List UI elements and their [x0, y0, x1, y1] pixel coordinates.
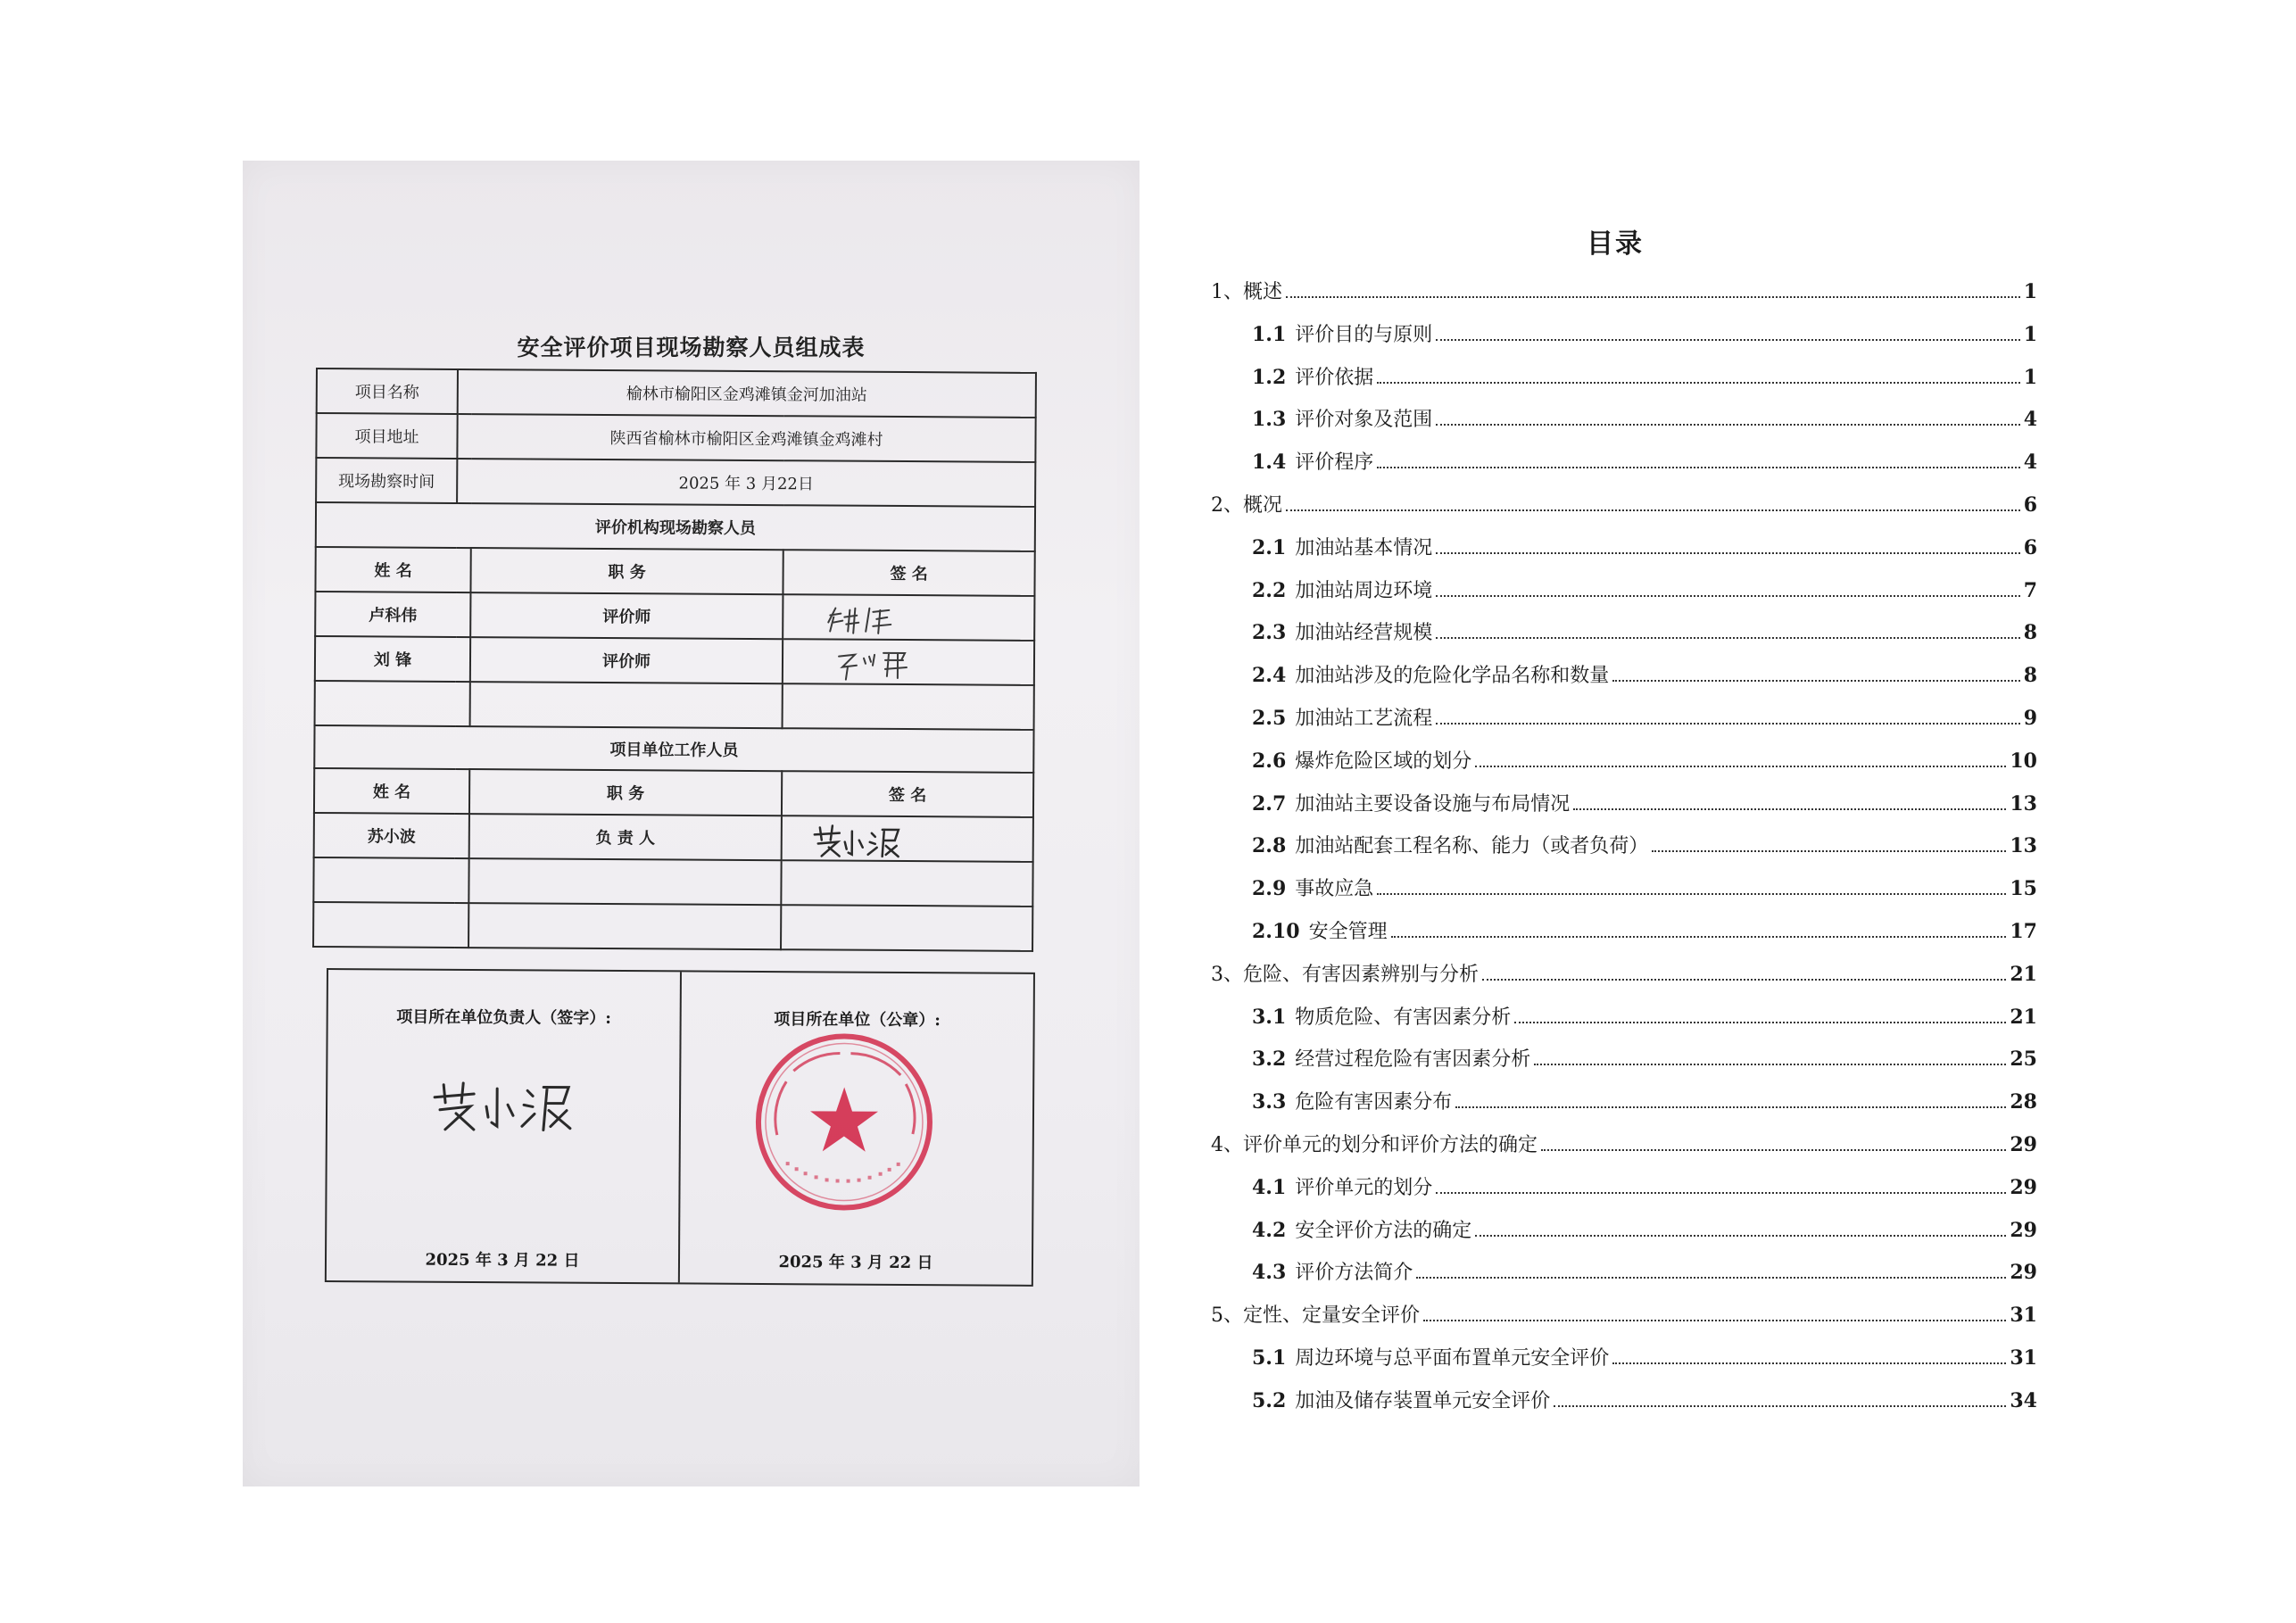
- toc-entry-number: 5、: [1211, 1304, 1243, 1327]
- toc-entry-title: 评价目的与原则: [1295, 324, 1433, 346]
- toc-entry-page: 15: [2010, 877, 2037, 900]
- toc-entry-title: 事故应急: [1295, 878, 1374, 900]
- toc-entry-number: 1.4: [1252, 451, 1287, 474]
- toc-entry-page: 6: [2023, 536, 2037, 559]
- toc-entry-page: 8: [2023, 621, 2037, 644]
- toc-entry-page: 9: [2023, 707, 2037, 730]
- toc-entry[interactable]: [1252, 1004, 2037, 1031]
- toc-entry[interactable]: [1252, 449, 2037, 476]
- toc-leader-dots: [1514, 1006, 2006, 1023]
- toc-entry[interactable]: [1211, 492, 2037, 518]
- toc-leader-dots: [1377, 877, 2006, 895]
- responsible-signature-label: 项目所在单位负责人（签字）:: [396, 1007, 612, 1028]
- toc-entry-number: 5.2: [1252, 1389, 1287, 1412]
- toc-entry-number: 3.3: [1252, 1090, 1287, 1114]
- toc-entry[interactable]: [1252, 534, 2037, 561]
- survey-time-value: 2025 年 3 月22日: [457, 459, 1035, 507]
- toc-leader-dots: [1436, 1176, 2006, 1194]
- toc-leader-dots: [1416, 1261, 2006, 1279]
- toc-entry[interactable]: [1252, 918, 2037, 945]
- eval-person-role: 评价师: [470, 637, 783, 683]
- toc-entry[interactable]: [1252, 406, 2037, 433]
- toc-entry-page: 1: [2023, 280, 2037, 303]
- toc-leader-dots: [1534, 1047, 2006, 1065]
- toc-entry-page: 4: [2023, 408, 2037, 431]
- eval-person-name: 刘 锋: [315, 636, 470, 682]
- toc-entry-title: 加油站基本情况: [1295, 537, 1433, 559]
- toc-title: 目录: [1587, 228, 1644, 260]
- toc-entry-page: 29: [2010, 1261, 2037, 1284]
- eval-header-name: 姓 名: [315, 547, 470, 592]
- toc-leader-dots: [1377, 451, 2019, 468]
- toc-entry[interactable]: [1211, 278, 2037, 305]
- toc-entry-page: 34: [2010, 1389, 2037, 1412]
- toc-entry-page: 1: [2023, 323, 2037, 346]
- toc-entry-page: 31: [2010, 1304, 2037, 1327]
- toc-leader-dots: [1612, 664, 2019, 682]
- toc-entry-title: 爆炸危险区域的划分: [1295, 750, 1472, 773]
- toc-entry[interactable]: [1252, 705, 2037, 732]
- toc-leader-dots: [1436, 536, 2019, 554]
- toc-entry[interactable]: [1252, 875, 2037, 902]
- toc-entry-number: 4、: [1211, 1134, 1243, 1156]
- unit-section-title: 项目单位工作人员: [314, 725, 1033, 773]
- toc-entry[interactable]: [1211, 1131, 2037, 1158]
- toc-leader-dots: [1612, 1346, 2006, 1364]
- survey-time-label: 现场勘察时间: [316, 458, 457, 503]
- toc-entry-number: 1.3: [1252, 408, 1287, 431]
- eval-person-role: 评价师: [470, 592, 783, 639]
- toc-entry-page: 29: [2010, 1219, 2037, 1242]
- toc-entry[interactable]: [1252, 662, 2037, 689]
- toc-entry-number: 2.7: [1252, 792, 1287, 816]
- toc-entry-page: 25: [2010, 1047, 2037, 1071]
- toc-entry-page: 8: [2023, 664, 2037, 687]
- toc-entry[interactable]: [1252, 1089, 2037, 1115]
- toc-entry-title: 评价依据: [1295, 367, 1374, 389]
- eval-section-title: 评价机构现场勘察人员: [316, 502, 1035, 551]
- toc-entry-page: 21: [2010, 963, 2037, 986]
- toc-entry[interactable]: [1211, 961, 2037, 988]
- toc-entry-title: 加油站主要设备设施与布局情况: [1295, 793, 1571, 816]
- toc-leader-dots: [1436, 579, 2019, 597]
- toc-entry-number: 1.2: [1252, 366, 1287, 389]
- toc-entry[interactable]: [1252, 832, 2037, 859]
- toc-entry-number: 2.8: [1252, 834, 1287, 857]
- toc-entry-page: 29: [2010, 1133, 2037, 1156]
- toc-entry-number: 2.6: [1252, 749, 1287, 773]
- toc-entry-number: 4.2: [1252, 1219, 1287, 1242]
- toc-entry-title: 加油站配套工程名称、能力（或者负荷）: [1295, 835, 1649, 857]
- toc-entry-number: 3.1: [1252, 1006, 1287, 1029]
- toc-entry-page: 1: [2023, 366, 2037, 389]
- toc-entry[interactable]: [1252, 619, 2037, 646]
- toc-entry[interactable]: [1252, 1387, 2037, 1414]
- toc-entry-number: 2.3: [1252, 621, 1287, 644]
- toc-entry-title: 加油站工艺流程: [1295, 708, 1433, 730]
- responsible-date: 2025 年 3 月 22 日: [425, 1250, 580, 1271]
- unit-header-sign: 签 名: [782, 771, 1033, 817]
- toc-entry-page: 28: [2010, 1090, 2037, 1114]
- toc-entry-page: 13: [2010, 834, 2037, 857]
- toc-entry[interactable]: [1252, 321, 2037, 348]
- toc-entry[interactable]: [1252, 1217, 2037, 1244]
- toc-entry-number: 2、: [1211, 494, 1243, 517]
- toc-entry-title: 加油站涉及的危险化学品名称和数量: [1295, 665, 1610, 687]
- toc-leader-dots: [1482, 963, 2006, 981]
- toc-entry-page: 10: [2010, 749, 2037, 773]
- toc-leader-dots: [1475, 749, 2006, 767]
- unit-header-name: 姓 名: [314, 768, 469, 814]
- toc-entry[interactable]: [1252, 1174, 2037, 1201]
- toc-entry-title: 概述: [1243, 281, 1283, 303]
- toc-leader-dots: [1377, 366, 2019, 384]
- toc-leader-dots: [1554, 1389, 2006, 1407]
- toc-leader-dots: [1475, 1219, 2006, 1237]
- toc-entry[interactable]: [1252, 577, 2037, 604]
- toc-entry-title: 评价方法简介: [1295, 1262, 1413, 1284]
- toc-entry-number: 2.5: [1252, 707, 1287, 730]
- toc-entry-title: 概况: [1243, 494, 1283, 517]
- toc-entry-page: 21: [2010, 1006, 2037, 1029]
- toc-leader-dots: [1436, 323, 2019, 341]
- toc-entry-title: 物质危险、有害因素分析: [1295, 1006, 1512, 1029]
- toc-entry-page: 13: [2010, 792, 2037, 816]
- toc-entry-number: 2.4: [1252, 664, 1287, 687]
- toc-entry[interactable]: [1252, 364, 2037, 391]
- toc-leader-dots: [1455, 1090, 2006, 1108]
- unit-header-role: 职 务: [469, 769, 782, 816]
- toc-entry-title: 加油站经营规模: [1295, 622, 1433, 644]
- toc-entry-title: 加油站周边环境: [1295, 580, 1433, 602]
- toc-entry-title: 安全管理: [1308, 921, 1388, 943]
- toc-leader-dots: [1286, 280, 2020, 298]
- toc-entry-title: 加油及储存装置单元安全评价: [1295, 1390, 1551, 1412]
- toc-entry-number: 4.1: [1252, 1176, 1287, 1199]
- eval-header-role: 职 务: [470, 548, 783, 594]
- toc-leader-dots: [1436, 707, 2019, 725]
- project-address-label: 项目地址: [316, 413, 457, 459]
- toc-entry-page: 17: [2010, 920, 2037, 943]
- toc-leader-dots: [1436, 621, 2019, 639]
- toc-entry[interactable]: [1252, 748, 2037, 774]
- toc-leader-dots: [1286, 493, 2020, 511]
- unit-person-name: 苏小波: [314, 813, 469, 858]
- toc-entry-number: 3.2: [1252, 1047, 1287, 1071]
- toc-entry-title: 安全评价方法的确定: [1295, 1220, 1472, 1242]
- toc-entry-number: 4.3: [1252, 1261, 1287, 1284]
- toc-entry-page: 29: [2010, 1176, 2037, 1199]
- project-name-value: 榆林市榆阳区金鸡滩镇金河加油站: [458, 369, 1036, 418]
- toc-entry-title: 经营过程危险有害因素分析: [1295, 1048, 1531, 1071]
- toc-entry-page: 6: [2023, 493, 2037, 517]
- toc-entry-title: 危险、有害因素辨别与分析: [1243, 964, 1480, 986]
- toc-leader-dots: [1436, 408, 2019, 426]
- eval-person-name: 卢科伟: [315, 592, 470, 637]
- toc-entry-number: 2.2: [1252, 579, 1287, 602]
- toc-leader-dots: [1652, 834, 2006, 852]
- toc-leader-dots: [1573, 792, 2006, 810]
- toc-entry[interactable]: [1252, 1259, 2037, 1286]
- toc-entry-title: 定性、定量安全评价: [1243, 1304, 1421, 1327]
- toc-leader-dots: [1541, 1133, 2006, 1151]
- toc-entry-title: 评价对象及范围: [1295, 409, 1433, 431]
- toc-entry-number: 1.1: [1252, 323, 1287, 346]
- toc-entry-title: 评价单元的划分: [1295, 1177, 1433, 1199]
- toc-entry-number: 3、: [1211, 964, 1243, 986]
- toc-entry-page: 31: [2010, 1346, 2037, 1370]
- unit-seal-label: 项目所在单位（公章）:: [774, 1010, 941, 1031]
- toc-entry-number: 2.9: [1252, 877, 1287, 900]
- toc-entry[interactable]: [1252, 1345, 2037, 1371]
- toc-leader-dots: [1391, 920, 2007, 938]
- toc-entry-number: 2.10: [1252, 920, 1300, 943]
- toc-entry-page: 4: [2023, 451, 2037, 474]
- toc-entry-title: 评价单元的划分和评价方法的确定: [1243, 1134, 1538, 1156]
- unit-person-role: 负 责 人: [469, 814, 782, 860]
- eval-header-sign: 签 名: [783, 550, 1034, 596]
- project-name-label: 项目名称: [317, 368, 458, 414]
- seal-date: 2025 年 3 月 22 日: [778, 1253, 933, 1273]
- toc-entry[interactable]: [1252, 1046, 2037, 1072]
- toc-entry[interactable]: [1211, 1302, 2037, 1329]
- toc-leader-dots: [1423, 1304, 2006, 1321]
- toc-entry[interactable]: [1252, 791, 2037, 817]
- toc-entry-title: 周边环境与总平面布置单元安全评价: [1295, 1347, 1610, 1370]
- toc-entry-number: 2.1: [1252, 536, 1287, 559]
- form-title: 安全评价项目现场勘察人员组成表: [517, 335, 866, 360]
- toc-entry-number: 5.1: [1252, 1346, 1287, 1370]
- toc-entry-title: 评价程序: [1295, 451, 1374, 474]
- toc-entry-number: 1、: [1211, 281, 1243, 303]
- toc-entry-page: 7: [2023, 579, 2037, 602]
- toc-entry-title: 危险有害因素分布: [1295, 1091, 1453, 1114]
- project-address-value: 陕西省榆林市榆阳区金鸡滩镇金鸡滩村: [457, 414, 1035, 462]
